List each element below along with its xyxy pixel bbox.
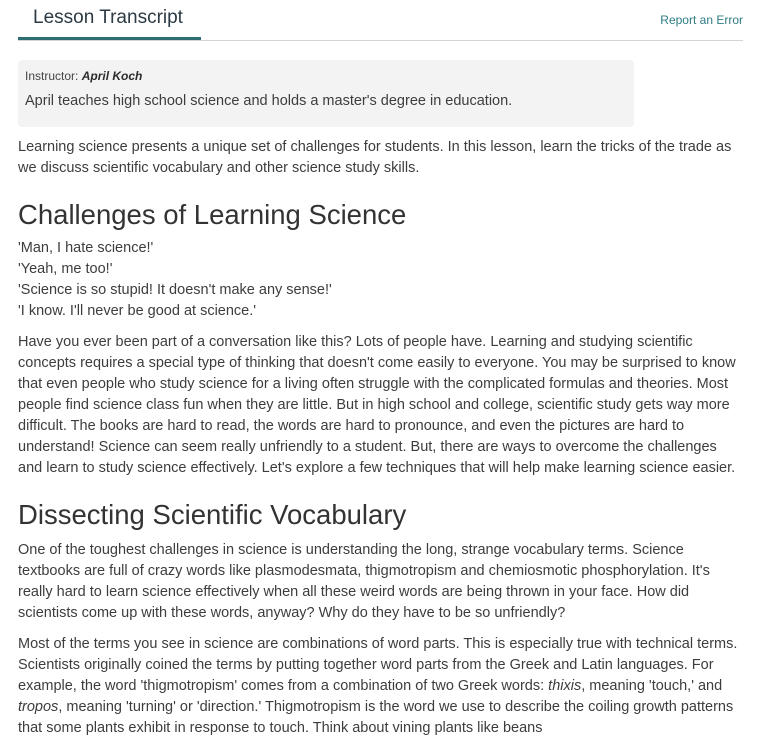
tab-label: Lesson Transcript (33, 7, 183, 28)
report-error-link[interactable]: Report an Error (660, 13, 743, 27)
vocabulary-paragraph-1: One of the toughest challenges in science is understanding the long, strange vocabulary terms. Science textbooks are full of crazy words like plasmodesmata, thigmotropism and chemiosmotic phosphorylation. It's really hard to learn science effectively when all these weird words are being thrown in your face. How did scientists come up with these words, anyway? Why do they have to be so unfriendly? (18, 542, 710, 621)
quote-line: 'I know. I'll never be good at science.' (18, 303, 257, 319)
paragraph-text: Most of the terms you see in science are combinations of word parts. This is especially true with technical terms. Scientists originally coined the terms by putting together word parts from the Greek and Latin languages. For example, the word 'thigmotropism' comes from a combination of two Greek words: (18, 636, 738, 694)
instructor-label: Instructor: (25, 69, 79, 83)
transcript-tab-bar (18, 0, 743, 41)
transcript-page (18, 0, 743, 736)
quote-line: 'Science is so stupid! It doesn't make any sense!' (18, 282, 332, 298)
quote-line: 'Man, I hate science!' (18, 240, 154, 256)
challenges-paragraph: Have you ever been part of a conversation like this? Lots of people have. Learning and studying scientific concepts requires a special type of thinking that doesn't come easily to everyone. You may be surprised to know that even people who study science for a living often struggle with the complicated formulas and theories. Most people find science class fun when they are little. But in high school and college, scientific study gets way more difficult. The books are hard to read, the words are hard to pronounce, and even the pictures are hard to understand! Science can seem really unfriendly to a student. But, there are ways to overcome the challenges and learn to study science effectively. Let's explore a few techniques that will help make learning science easier. (18, 334, 736, 476)
paragraph-text: , meaning 'turning' or 'direction.' Thigmotropism is the word we use to describe the coiling growth patterns that some plants exhibit in response to touch. Think about vining plants like beans (18, 699, 734, 736)
instructor-box (18, 60, 634, 127)
vocabulary-paragraph-2 (18, 634, 743, 739)
lesson-intro: Learning science presents a unique set of challenges for students. In this lesson, learn the tricks of the trade as we discuss scientific vocabulary and other science study skills. (18, 139, 732, 176)
quote-line: 'Yeah, me too!' (18, 261, 113, 277)
transcript-content (18, 137, 743, 749)
section-heading-vocabulary: Dissecting Scientific Vocabulary (18, 499, 407, 530)
greek-term: thixis (548, 678, 582, 694)
tab-lesson-transcript[interactable] (18, 0, 201, 40)
section-heading-challenges: Challenges of Learning Science (18, 199, 407, 230)
quote-list (18, 238, 743, 322)
instructor-line (25, 69, 626, 83)
instructor-name: April Koch (81, 69, 143, 83)
instructor-bio: April teaches high school science and holds a master's degree in education. (25, 93, 513, 109)
greek-term: tropos (18, 699, 59, 715)
paragraph-text: , meaning 'touch,' and (581, 678, 723, 694)
